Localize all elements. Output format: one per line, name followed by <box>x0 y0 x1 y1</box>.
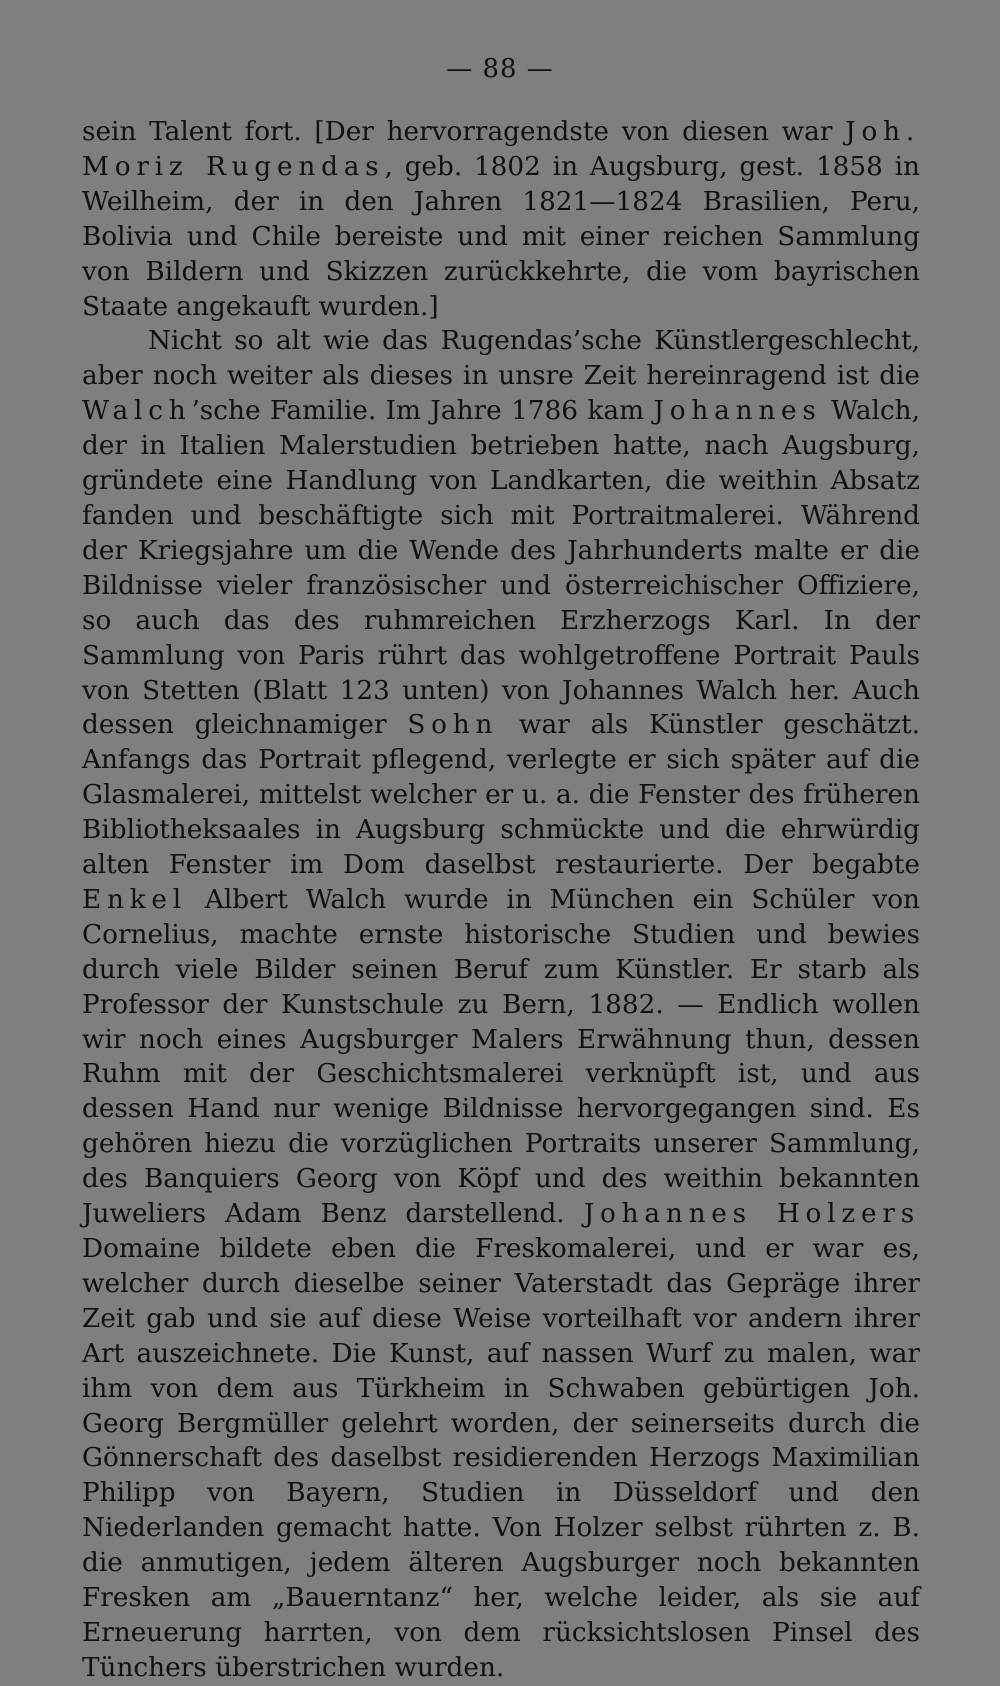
paragraph-1-emphasis-name: Joh. Moriz Rugendas <box>82 117 920 182</box>
paragraph-2-part-9: Albert Walch wurde in München ein Schüler von Cornelius, machte ernste historische Studien und bewies durch viele Bilder seinen Beruf zum Künstler. Er starb als Professor der Kunstschule zu Bern, 1882. — Endlich wollen wir noch eines Augsburger Malers Erwähnung thun, dessen Ruhm mit der Geschichtsmalerei verknüpft ist, und aus dessen Hand nur wenige Bildnisse hervorgegangen sind. Es gehören hiezu die vorzüglichen Portraits unserer Sammlung, des Banquiers Georg von Köpf und des weithin bekannten Juweliers Adam Benz darstellend. <box>82 884 920 1230</box>
paragraph-2 <box>82 324 920 1685</box>
paragraph-2-emphasis-walch: Walch <box>82 396 192 427</box>
paragraph-2-part-7: war als Künstler geschätzt. Anfangs das Portrait pflegend, verlegte er sich später auf die Glasmalerei, mittelst welcher er u. a. die Fenster des früheren Bibliotheksaales in Augsburg schmückte und die ehrwürdig alten Fenster im Dom daselbst restaurierte. Der begabte <box>82 710 920 881</box>
page-number-header: — 88 — <box>446 54 554 84</box>
body-text <box>82 115 920 1686</box>
paragraph-2-part-1: Nicht so alt wie das Rugendas’sche Künstlergeschlecht, aber noch weiter als dieses in unsre Zeit hereinragend ist die <box>82 326 920 392</box>
paragraph-2-emphasis-johannes: Johannes <box>653 396 822 427</box>
paragraph-1-part-1: sein Talent fort. [Der hervorragendste von diesen war <box>82 117 846 147</box>
paragraph-2-part-5: Walch, der in Italien Malerstudien betrieben hatte, nach Augsburg, gründete eine Handlung von Landkarten, die weithin Absatz fanden und beschäftigte sich mit Portraitmalerei. Während der Kriegsjahre um die Wende des Jahrhunderts malte er die Bildnisse vieler französischer und österreichischer Offiziere, so auch das des ruhmreichen Erzherzogs Karl. In der Sammlung von Paris rührt das wohlgetroffene Portrait Pauls von Stetten (Blatt 123 unten) von Johannes Walch her. Auch dessen gleichnamiger <box>82 396 920 741</box>
paragraph-2-part-3: ’sche Familie. Im Jahre 1786 kam <box>191 396 654 427</box>
paragraph-1-part-3: , geb. 1802 in Augsburg, gest. 1858 in Weilheim, der in den Jahren 1821—1824 Brasilien, Peru, Bolivia und Chile bereiste und mit einer reichen Sammlung von Bildern und Skizzen zurückkehrte, die vom bayrischen Staate angekauft wurden.] <box>82 151 920 322</box>
paragraph-2-emphasis-holzers: Johannes Holzers <box>583 1199 920 1230</box>
paragraph-2-emphasis-sohn: Sohn <box>407 710 499 741</box>
paragraph-1 <box>82 115 920 324</box>
paragraph-2-emphasis-enkel: Enkel <box>82 884 187 915</box>
paragraph-2-part-11: Domaine bildete eben die Freskomalerei, und er war es, welcher durch dieselbe seiner Vaterstadt das Gepräge ihrer Zeit gab und sie auf diese Weise vorteilhaft vor andern ihrer Art auszeichnete. Die Kunst, auf nassen Wurf zu malen, war ihm von dem aus Türkheim in Schwaben gebürtigen Joh. Georg Bergmüller gelehrt worden, der seinerseits durch die Gönnerschaft des daselbst residierenden Herzogs Maximilian Philipp von Bayern, Studien in Düsseldorf und den Niederlanden gemacht hatte. Von Holzer selbst rührten z. B. die anmutigen, jedem älteren Augsburger noch bekannten Fresken am „Bauerntanz“ her, welche leider, als sie auf Erneuerung harrten, von dem rücksichtslosen Pinsel des Tünchers überstrichen wurden. <box>82 1234 920 1683</box>
